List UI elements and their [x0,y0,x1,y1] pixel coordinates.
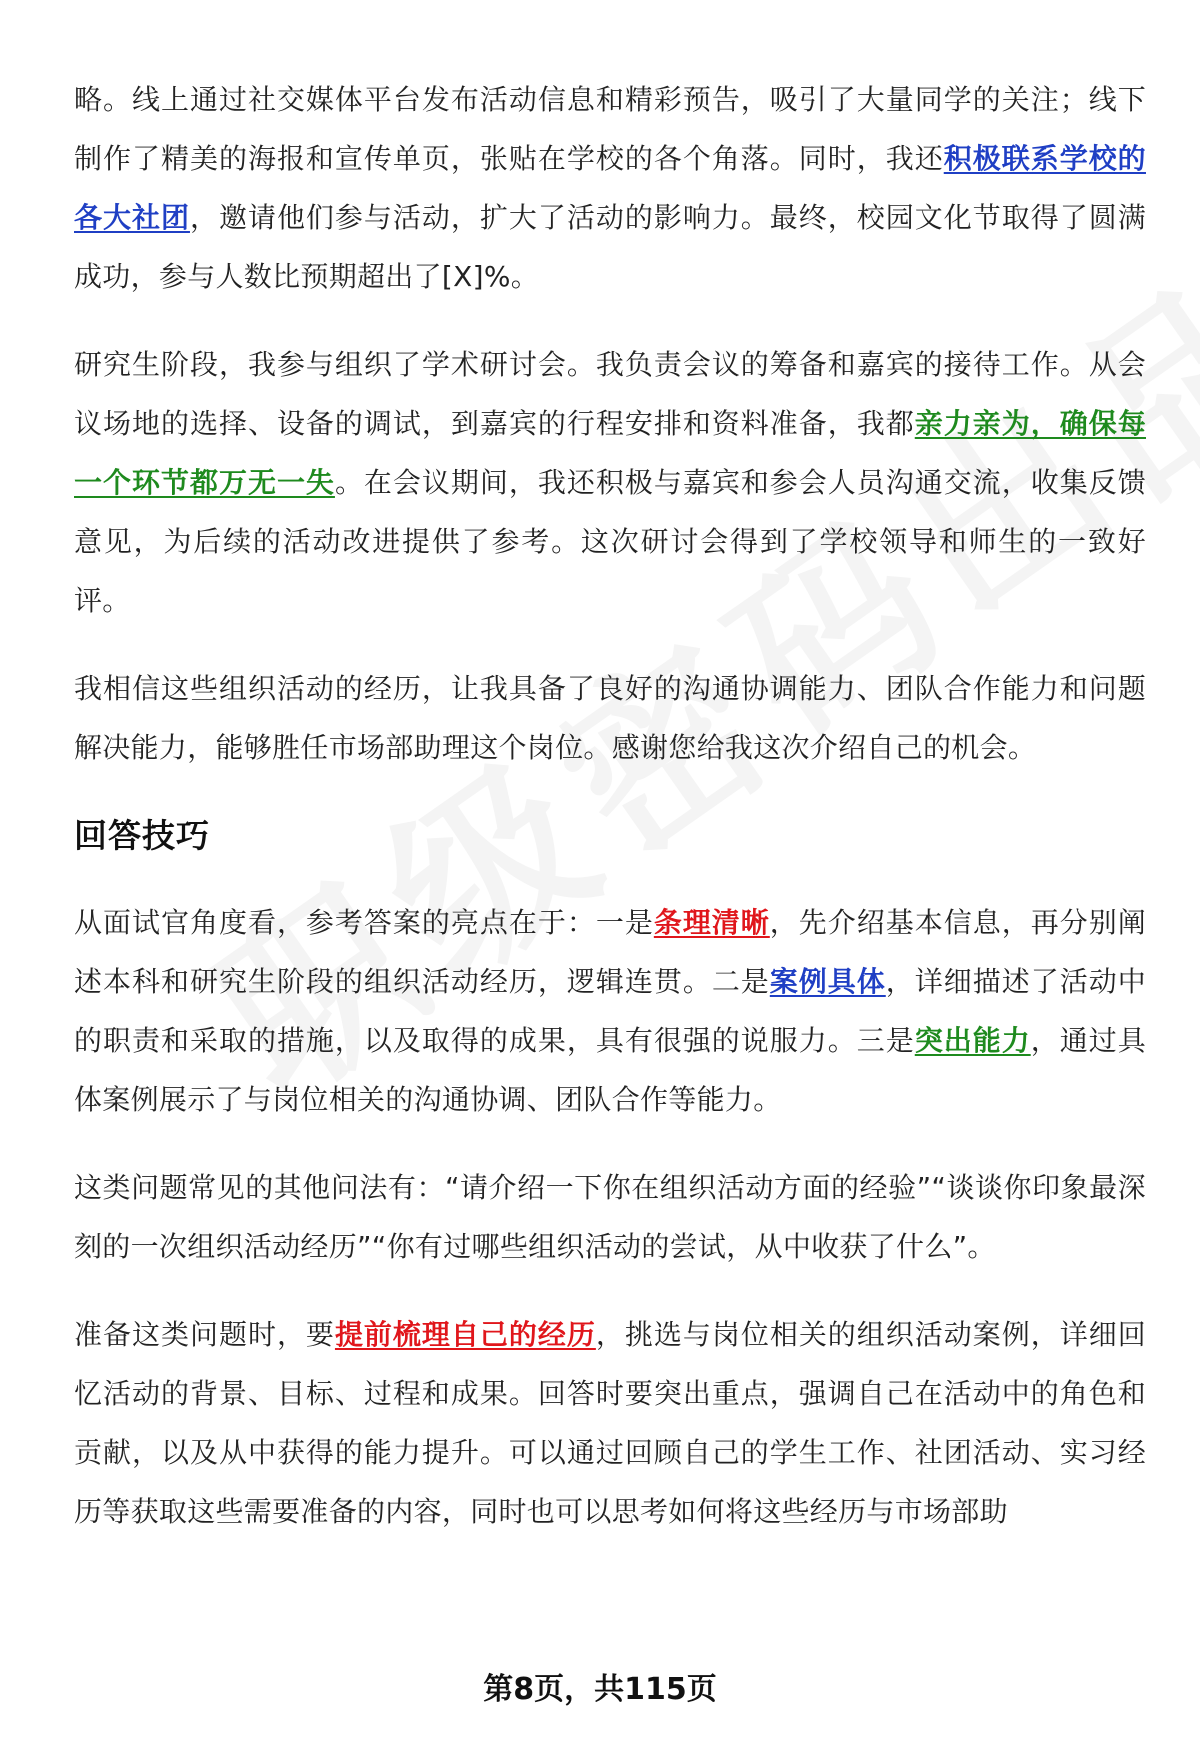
document-page [74,70,1146,1541]
paragraph-text: 我相信这些组织活动的经历，让我具备了良好的沟通协调能力、团队合作能力和问题解决能力，能够胜任市场部助理这个岗位。感谢您给我这次介绍自己的机会。 [74,672,1146,764]
highlight-clear-structure: 条理清晰 [653,906,770,939]
paragraph-text: 。在会议期间，我还积极与嘉宾和参会人员沟通交流，收集反馈意见，为后续的活动改进提供了参考。这次研讨会得到了学校领导和师生的一致好评。 [74,466,1147,617]
paragraph-text: 略。线上通过社交媒体平台发布活动信息和精彩预告，吸引了大量同学的关注；线下制作了精美的海报和宣传单页，张贴在学校的各个角落。同时，我还 [74,83,1146,175]
paragraph-preparation [74,1305,1146,1541]
paragraph-text: 准备这类问题时，要 [74,1318,335,1351]
section-heading-answer-tips: 回答技巧 [74,816,210,855]
highlight-hands-on: 亲力亲为，确保每一个环节都万无一失 [74,407,1146,499]
highlight-concrete-cases: 案例具体 [769,965,886,998]
paragraph-conclusion [74,659,1146,777]
paragraph-text: ，邀请他们参与活动，扩大了活动的影响力。最终，校园文化节取得了圆满成功，参与人数比预期超出了[X]%。 [74,201,1146,293]
paragraph-text: 这类问题常见的其他问法有：“请介绍一下你在组织活动方面的经验”“谈谈你印象最深刻的一次组织活动经历”“你有过哪些组织活动的尝试，从中收获了什么”。 [74,1171,1146,1263]
highlight-review-experience: 提前梳理自己的经历 [334,1318,596,1351]
paragraph-activity-promotion [74,70,1146,306]
paragraph-text: ，挑选与岗位相关的组织活动案例，详细回忆活动的背景、目标、过程和成果。回答时要突出重点，强调自己在活动中的角色和贡献，以及从中获得的能力提升。可以通过回顾自己的学生工作、社团活动、实习经历等获取这些需要准备的内容，同时也可以思考如何将这些经历与市场部助 [74,1318,1147,1528]
page-number-footer: 第8页，共115页 [483,1672,717,1707]
highlight-contact-clubs: 积极联系学校的各大社团 [74,142,1146,234]
paragraph-interviewer-view [74,893,1146,1129]
paragraph-text: ，先介绍基本信息，再分别阐述本科和研究生阶段的组织活动经历，逻辑连贯。二是 [74,906,1146,998]
paragraph-text: ，详细描述了活动中的职责和采取的措施，以及取得的成果，具有很强的说服力。三是 [74,965,1146,1057]
highlight-highlight-ability: 突出能力 [914,1024,1031,1057]
paragraph-text: 研究生阶段，我参与组织了学术研讨会。我负责会议的筹备和嘉宾的接待工作。从会议场地的选择、设备的调试，到嘉宾的行程安排和资料准备，我都 [74,348,1146,440]
paragraph-alternative-questions [74,1158,1146,1276]
paragraph-text: ，通过具体案例展示了与岗位相关的沟通协调、团队合作等能力。 [74,1024,1146,1116]
paragraph-graduate-seminar [74,335,1146,630]
paragraph-text: 从面试官角度看，参考答案的亮点在于：一是 [74,906,654,939]
